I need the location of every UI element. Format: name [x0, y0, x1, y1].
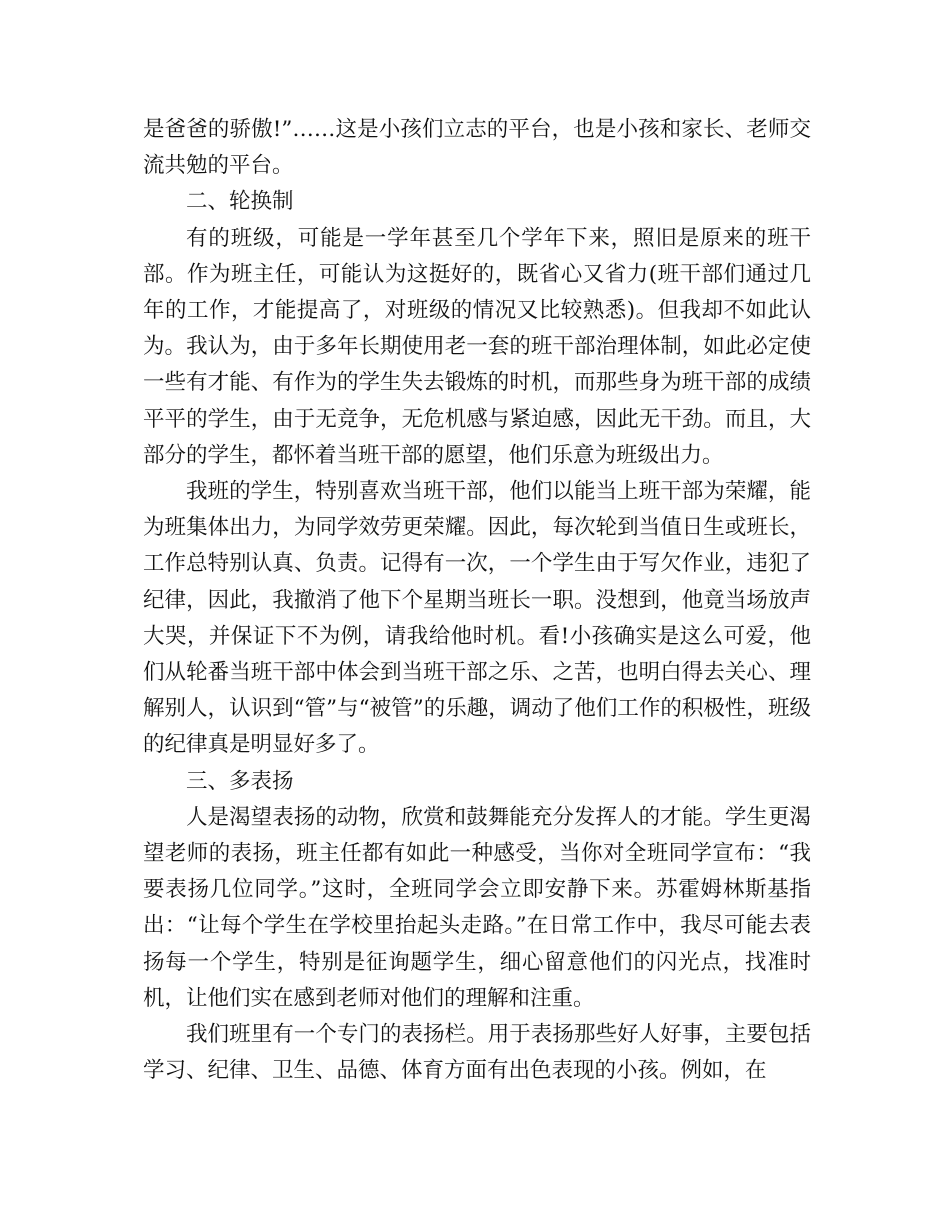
paragraph-praise-intro: 人是渴望表扬的动物，欣赏和鼓舞能充分发挥人的才能。学生更渴望老师的表扬，班主任都有如此一种感受，当你对全班同学宣布：“我要表扬几位同学。”这时，全班同学会立即安静下来。苏霍姆林斯基指出：“让每个学生在学校里抬起头走路。”在日常工作中，我尽可能去表扬每一个学生，特别是征询题学生，细心留意他们的闪光点，找准时机，让他们实在感到老师对他们的理解和注重。: [143, 804, 811, 1011]
paragraph-rotation-example: 我班的学生，特别喜欢当班干部，他们以能当上班干部为荣耀，能为班集体出力，为同学效劳更荣耀。因此，每次轮到当值日生或班长，工作总特别认真、负责。记得有一次，一个学生由于写欠作业，违犯了纪律，因此，我撤消了他下个星期当班长一职。没想到，他竟当场放声大哭，并保证下不为例，请我给他时机。看!小孩确实是这么可爱，他们从轮番当班干部中体会到当班干部之乐、之苦，也明白得去关心、理解别人，认识到“管”与“被管”的乐趣，调动了他们工作的积极性，班级的纪律真是明显好多了。: [143, 479, 811, 758]
document-page: [143, 112, 811, 1089]
paragraph-rotation-intro: 有的班级，可能是一学年甚至几个学年下来，照旧是原来的班干部。作为班主任，可能认为这挺好的，既省心又省力(班干部们通过几年的工作，才能提高了，对班级的情况又比较熟悉)。但我却不如此认为。我认为，由于多年长期使用老一套的班干部治理体制，如此必定使一些有才能、有作为的学生失去锻炼的时机，而那些身为班干部的成绩平平的学生，由于无竞争，无危机感与紧迫感，因此无干劲。而且，大部分的学生，都怀着当班干部的愿望，他们乐意为班级出力。: [143, 225, 811, 468]
paragraph-continuation: 是爸爸的骄傲!”……这是小孩们立志的平台，也是小孩和家长、老师交流共勉的平台。: [143, 117, 811, 179]
section-heading-praise: 三、多表扬: [186, 768, 294, 794]
paragraph-praise-board: 我们班里有一个专门的表扬栏。用于表扬那些好人好事，主要包括学习、纪律、卫生、品德、体育方面有出色表现的小孩。例如，在: [143, 1022, 811, 1084]
section-heading-rotation: 二、轮换制: [186, 189, 294, 215]
